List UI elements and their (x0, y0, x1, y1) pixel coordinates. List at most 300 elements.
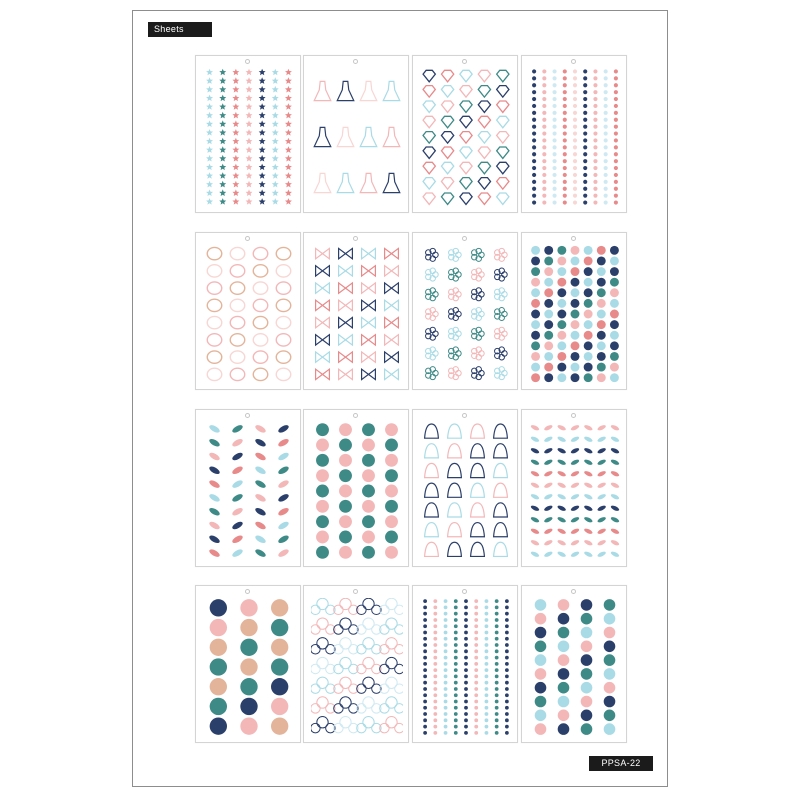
ring-icon (571, 331, 580, 340)
diamond-icon (460, 132, 472, 144)
bow-icon (316, 248, 330, 258)
bell-icon (494, 444, 508, 458)
star-icon (285, 172, 292, 179)
sticker-grid-bouquets (420, 245, 512, 383)
cloud-icon (334, 638, 358, 654)
heart-icon (593, 152, 597, 156)
rose-icon (207, 265, 221, 277)
sticker-grid-bells-and-gifts (420, 422, 512, 560)
diamond-icon (423, 132, 435, 144)
tiny-icon (474, 599, 478, 603)
seal-icon (271, 599, 288, 616)
ring-icon (597, 373, 606, 382)
tiny-icon (495, 725, 499, 729)
heart-icon (542, 166, 546, 170)
circle-icon (604, 654, 616, 666)
dress-icon (360, 127, 377, 146)
star-icon (272, 164, 279, 171)
bell-icon (471, 444, 485, 458)
tiny-icon (505, 656, 509, 660)
heart-icon (593, 97, 597, 101)
heart-icon (563, 200, 567, 204)
heart-icon (542, 187, 546, 191)
tiny-icon (433, 612, 437, 616)
tiny-icon (485, 662, 489, 666)
sticker-sheet-heart-clouds (303, 585, 409, 743)
tiny-icon (444, 612, 448, 616)
heart-icon (583, 145, 587, 149)
heart-icon (563, 152, 567, 156)
star-icon (232, 112, 239, 119)
tiny-icon (464, 631, 468, 635)
heart-icon (604, 159, 608, 163)
rose-icon (230, 351, 244, 363)
diamond-icon (497, 101, 509, 113)
seal-icon (271, 619, 288, 636)
star-icon (285, 86, 292, 93)
star-icon (272, 138, 279, 145)
bell-icon (425, 424, 439, 438)
sticker-grid-diamonds (420, 68, 512, 206)
ring-icon (531, 320, 540, 329)
garland-icon (530, 459, 620, 466)
heart-icon (614, 90, 618, 94)
bell-icon (448, 503, 462, 517)
cloud-icon (334, 717, 358, 733)
cloud-icon (380, 638, 403, 654)
tiny-icon (485, 668, 489, 672)
ring-icon (531, 256, 540, 265)
heart-icon (593, 173, 597, 177)
tiny-icon (454, 700, 458, 704)
leaf-icon (254, 451, 267, 462)
product-code-tag: PPSA-22 (589, 756, 653, 771)
bell-icon (425, 523, 439, 537)
cloud-icon (334, 657, 358, 673)
ring-icon (584, 352, 593, 361)
star-icon (206, 189, 213, 196)
ring-icon (557, 299, 566, 308)
heart-icon (532, 90, 536, 94)
ring-icon (571, 267, 580, 276)
star-icon (259, 129, 266, 136)
heart-icon (583, 104, 587, 108)
tiny-icon (423, 606, 427, 610)
heart-icon (583, 200, 587, 204)
ring-icon (557, 320, 566, 329)
ring-icon (584, 256, 593, 265)
star-icon (232, 138, 239, 145)
leaf-icon (231, 437, 244, 448)
heart-icon (573, 118, 577, 122)
tiny-icon (464, 706, 468, 710)
label-icon (316, 454, 329, 467)
tiny-icon (474, 649, 478, 653)
bow-icon (362, 352, 376, 362)
tiny-icon (444, 662, 448, 666)
circle-icon (558, 613, 570, 625)
garland-icon (530, 470, 620, 477)
tiny-icon (464, 725, 468, 729)
ring-icon (584, 246, 593, 255)
ring-icon (557, 246, 566, 255)
star-icon (232, 146, 239, 153)
heart-icon (563, 180, 567, 184)
circle-icon (535, 613, 547, 625)
heart-icon (532, 131, 536, 135)
heart-icon (552, 111, 556, 115)
bow-icon (385, 335, 399, 345)
tiny-icon (423, 599, 427, 603)
seal-icon (240, 658, 257, 675)
star-icon (259, 77, 266, 84)
bow-icon (339, 248, 353, 258)
heart-icon (604, 187, 608, 191)
ring-icon (597, 352, 606, 361)
tiny-icon (433, 731, 437, 735)
diamond-icon (423, 116, 435, 128)
diamond-icon (423, 162, 435, 174)
label-icon (316, 439, 329, 452)
bow-icon (316, 352, 330, 362)
tiny-icon (444, 637, 448, 641)
leaf-icon (231, 451, 244, 462)
ring-icon (557, 310, 566, 319)
tiny-icon (485, 618, 489, 622)
star-icon (285, 138, 292, 145)
hang-hole (462, 59, 467, 64)
bow-icon (339, 300, 353, 310)
tiny-icon (444, 731, 448, 735)
tiny-icon (444, 706, 448, 710)
heart-icon (542, 111, 546, 115)
tiny-icon (454, 637, 458, 641)
bell-icon (471, 523, 485, 537)
cloud-icon (357, 677, 381, 693)
hang-hole (353, 236, 358, 241)
label-icon (339, 469, 352, 482)
bell-icon (494, 463, 508, 477)
dress-icon (383, 173, 400, 192)
bow-icon (362, 369, 376, 379)
star-icon (232, 86, 239, 93)
tiny-icon (495, 606, 499, 610)
ring-icon (597, 278, 606, 287)
heart-icon (542, 69, 546, 73)
bow-icon (362, 335, 376, 345)
heart-icon (542, 83, 546, 87)
tiny-icon (464, 681, 468, 685)
tiny-icon (495, 637, 499, 641)
cloud-icon (357, 697, 381, 713)
ring-icon (610, 373, 619, 382)
heart-icon (573, 111, 577, 115)
tiny-icon (505, 643, 509, 647)
star-icon (232, 95, 239, 102)
tiny-icon (444, 624, 448, 628)
ring-icon (531, 267, 540, 276)
seal-icon (271, 698, 288, 715)
tiny-icon (454, 649, 458, 653)
heart-icon (542, 90, 546, 94)
heart-icon (614, 173, 618, 177)
dress-icon (337, 173, 354, 192)
tiny-icon (454, 718, 458, 722)
heart-icon (573, 159, 577, 163)
heart-icon (573, 83, 577, 87)
cloud-icon (311, 638, 335, 654)
heart-icon (593, 131, 597, 135)
bell-icon (494, 483, 508, 497)
leaf-icon (277, 437, 290, 448)
hang-hole (245, 236, 250, 241)
seal-icon (271, 639, 288, 656)
heart-icon (614, 200, 618, 204)
leaf-icon (231, 506, 244, 517)
heart-icon (604, 180, 608, 184)
heart-icon (552, 131, 556, 135)
star-icon (219, 146, 226, 153)
sticker-page (132, 10, 668, 787)
tiny-icon (444, 606, 448, 610)
tiny-icon (454, 712, 458, 716)
heart-icon (604, 194, 608, 198)
tiny-icon (444, 687, 448, 691)
heart-icon (552, 138, 556, 142)
bow-icon (339, 352, 353, 362)
sticker-sheet-mini-icons (412, 585, 518, 743)
cloud-icon (311, 618, 335, 634)
dress-icon (314, 127, 331, 146)
circle-icon (581, 696, 593, 708)
diamond-icon (460, 193, 472, 204)
tiny-icon (464, 643, 468, 647)
star-icon (272, 172, 279, 179)
heart-icon (563, 173, 567, 177)
tiny-icon (454, 675, 458, 679)
flower-icon (495, 347, 508, 360)
rose-icon (253, 299, 267, 311)
heart-icon (573, 131, 577, 135)
flower-icon (426, 367, 439, 380)
label-icon (362, 469, 375, 482)
bell-icon (494, 424, 508, 438)
tiny-icon (464, 718, 468, 722)
ring-icon (597, 267, 606, 276)
heart-icon (563, 138, 567, 142)
label-icon (385, 531, 398, 544)
tiny-icon (495, 731, 499, 735)
tiny-icon (485, 731, 489, 735)
circle-icon (581, 613, 593, 625)
heart-icon (604, 138, 608, 142)
tiny-icon (485, 687, 489, 691)
ring-icon (544, 246, 553, 255)
star-icon (259, 120, 266, 127)
star-icon (272, 86, 279, 93)
ring-icon (557, 267, 566, 276)
tiny-icon (474, 631, 478, 635)
bell-icon (471, 542, 485, 556)
rose-icon (207, 351, 221, 363)
tiny-icon (474, 668, 478, 672)
tiny-icon (423, 618, 427, 622)
heart-icon (532, 145, 536, 149)
heart-icon (552, 173, 556, 177)
bell-icon (425, 444, 439, 458)
ring-icon (544, 331, 553, 340)
bow-icon (385, 300, 399, 310)
bow-icon (362, 266, 376, 276)
sticker-sheet-garlands (521, 409, 627, 567)
heart-icon (563, 125, 567, 129)
circle-icon (558, 627, 570, 639)
heart-icon (604, 173, 608, 177)
ring-icon (597, 288, 606, 297)
heart-icon (593, 159, 597, 163)
ring-icon (610, 278, 619, 287)
tiny-icon (444, 725, 448, 729)
tiny-icon (464, 599, 468, 603)
label-icon (362, 546, 375, 559)
bow-icon (316, 283, 330, 293)
tiny-icon (505, 649, 509, 653)
heart-icon (563, 187, 567, 191)
rose-icon (253, 368, 267, 380)
tiny-icon (464, 662, 468, 666)
heart-icon (542, 200, 546, 204)
label-icon (339, 423, 352, 436)
star-icon (206, 164, 213, 171)
rose-icon (276, 265, 290, 277)
heart-icon (563, 159, 567, 163)
leaf-icon (277, 493, 290, 504)
tiny-icon (464, 731, 468, 735)
heart-icon (552, 194, 556, 198)
heart-icon (542, 138, 546, 142)
heart-icon (583, 159, 587, 163)
sticker-grid-wedding-dresses (311, 68, 403, 206)
diamond-icon (441, 147, 453, 159)
tiny-icon (444, 643, 448, 647)
ring-icon (584, 341, 593, 350)
tiny-icon (423, 643, 427, 647)
star-icon (272, 120, 279, 127)
heart-icon (604, 69, 608, 73)
diamond-icon (460, 116, 472, 128)
heart-icon (552, 69, 556, 73)
leaf-icon (208, 437, 221, 448)
star-icon (246, 120, 253, 127)
star-icon (272, 112, 279, 119)
ring-icon (610, 310, 619, 319)
tiny-icon (485, 624, 489, 628)
ring-icon (571, 341, 580, 350)
ring-icon (584, 267, 593, 276)
diamond-icon (497, 162, 509, 174)
ring-icon (544, 352, 553, 361)
heart-icon (563, 83, 567, 87)
circle-icon (558, 696, 570, 708)
diamond-icon (478, 178, 490, 190)
heart-icon (542, 159, 546, 163)
star-icon (246, 129, 253, 136)
ring-icon (571, 310, 580, 319)
star-icon (285, 198, 292, 205)
tiny-icon (444, 718, 448, 722)
tiny-icon (444, 668, 448, 672)
diamond-icon (423, 101, 435, 113)
circle-icon (535, 696, 547, 708)
circle-icon (604, 696, 616, 708)
ring-icon (571, 352, 580, 361)
hang-hole (571, 236, 576, 241)
tiny-icon (423, 718, 427, 722)
bell-icon (425, 483, 439, 497)
cloud-icon (357, 717, 381, 733)
label-icon (339, 546, 352, 559)
heart-icon (614, 97, 618, 101)
rose-icon (276, 247, 290, 259)
sticker-sheet-wedding-dresses (303, 55, 409, 213)
cloud-icon (334, 598, 358, 614)
bow-icon (362, 248, 376, 258)
heart-icon (604, 125, 608, 129)
tiny-icon (444, 681, 448, 685)
heart-icon (593, 83, 597, 87)
sticker-grid-ring-circles (529, 245, 621, 383)
leaf-icon (231, 424, 244, 435)
garland-icon (530, 516, 620, 523)
tiny-icon (474, 687, 478, 691)
tiny-icon (464, 618, 468, 622)
heart-icon (593, 69, 597, 73)
heart-icon (552, 76, 556, 80)
heart-icon (532, 187, 536, 191)
ring-icon (544, 299, 553, 308)
circle-icon (604, 682, 616, 694)
ring-icon (597, 320, 606, 329)
leaf-icon (254, 437, 267, 448)
star-icon (285, 155, 292, 162)
tiny-icon (433, 712, 437, 716)
tiny-icon (495, 649, 499, 653)
star-icon (219, 129, 226, 136)
tiny-icon (495, 687, 499, 691)
ring-icon (544, 310, 553, 319)
tiny-icon (495, 668, 499, 672)
ring-icon (571, 320, 580, 329)
bell-icon (425, 542, 439, 556)
sticker-grid-roses (203, 245, 295, 383)
sticker-grid-garlands (529, 422, 621, 560)
ring-icon (557, 256, 566, 265)
tiny-icon (423, 649, 427, 653)
tiny-icon (433, 693, 437, 697)
flower-icon (495, 248, 508, 261)
star-icon (232, 77, 239, 84)
label-icon (385, 500, 398, 513)
sticker-grid-stars (203, 68, 295, 206)
ring-icon (544, 288, 553, 297)
flower-icon (495, 268, 508, 281)
tiny-icon (454, 599, 458, 603)
tiny-icon (505, 618, 509, 622)
heart-icon (542, 145, 546, 149)
heart-icon (563, 118, 567, 122)
tiny-icon (505, 624, 509, 628)
heart-icon (542, 104, 546, 108)
